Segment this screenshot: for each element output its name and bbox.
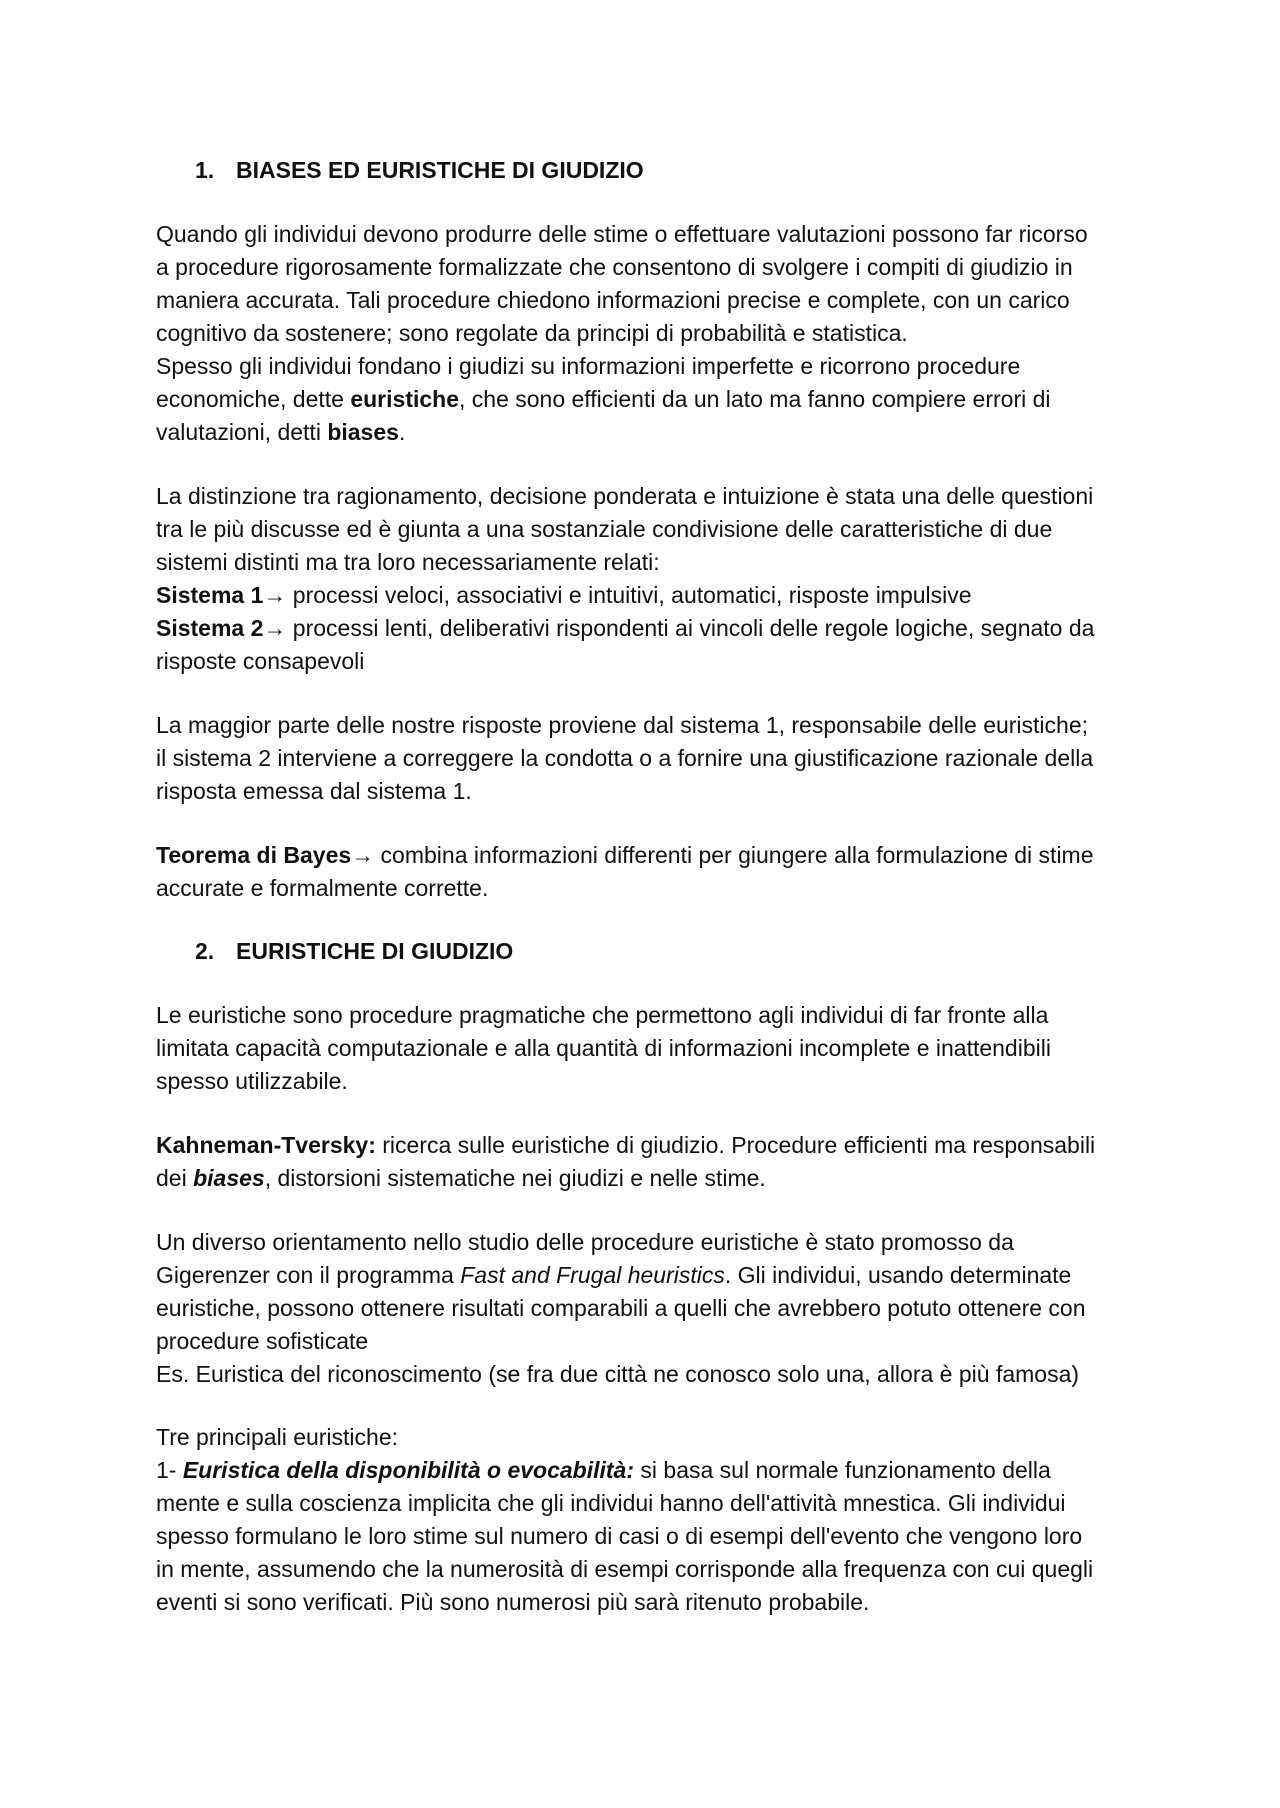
term-euristiche: euristiche — [350, 386, 459, 412]
text-line: spesso utilizzabile. — [156, 1068, 348, 1094]
paragraph-bayes — [156, 839, 1146, 905]
text-line: euristiche, possono ottenere risultati comparabili a quelli che avrebbero potuto ottenere con — [156, 1295, 1086, 1321]
text-line — [156, 1259, 1146, 1292]
text-line: La maggior parte delle nostre risposte proviene dal sistema 1, responsabile delle euristiche; — [156, 712, 1089, 738]
text-run: si basa sul normale funzionamento della — [634, 1457, 1051, 1483]
text-line: sistemi distinti ma tra loro necessariamente relati: — [156, 549, 660, 575]
sistema-1-label: Sistema 1 — [156, 582, 264, 608]
paragraph-sistema-risposte — [156, 709, 1146, 808]
text-line: Tre principali euristiche: — [156, 1424, 399, 1450]
text-line — [156, 1162, 1146, 1195]
sistema-1-line — [156, 579, 1146, 612]
text-line: La distinzione tra ragionamento, decisione ponderata e intuizione è stata una delle questioni — [156, 483, 1094, 509]
sistema-1-text: → processi veloci, associativi e intuitivi, automatici, risposte impulsive — [263, 582, 972, 608]
text-line: Spesso gli individui fondano i giudizi su informazioni imperfette e ricorrono procedure — [156, 353, 1021, 379]
text-line: mente e sulla coscienza implicita che gli individui hanno dell'attività mnestica. Gli individui — [156, 1490, 1066, 1516]
text-line — [156, 1129, 1146, 1162]
text-run: economiche, dette — [156, 386, 351, 412]
term-disponibilita: Euristica della disponibilità o evocabilità: — [182, 1457, 635, 1483]
text-run: . Gli individui, usando determinate — [724, 1262, 1072, 1288]
section-1-number: 1. — [195, 157, 215, 183]
section-2-heading — [195, 935, 513, 968]
paragraph-tre-euristiche — [156, 1421, 1146, 1619]
term-fast-frugal: Fast and Frugal heuristics — [460, 1262, 725, 1288]
section-1-heading — [195, 154, 644, 187]
text-line: a procedure rigorosamente formalizzate che consentono di svolgere i compiti di giudizio in — [156, 254, 1073, 280]
list-prefix: 1- — [156, 1457, 183, 1483]
text-line: tra le più discusse ed è giunta a una sostanziale condivisione delle caratteristiche di due — [156, 516, 1053, 542]
paragraph-sistemi — [156, 480, 1146, 678]
text-line: risposte consapevoli — [156, 648, 365, 674]
text-line: procedure sofisticate — [156, 1328, 369, 1354]
text-line: spesso formulano le loro stime sul numero di casi o di esempi dell'evento che vengono loro — [156, 1523, 1083, 1549]
text-line: maniera accurata. Tali procedure chiedono informazioni precise e complete, con un carico — [156, 287, 1070, 313]
bayes-text: → combina informazioni differenti per giungere alla formulazione di stime — [351, 842, 1094, 868]
sistema-2-label: Sistema 2 — [156, 615, 264, 641]
sistema-2-line — [156, 612, 1146, 645]
text-line: limitata capacità computazionale e alla quantità di informazioni incomplete e inattendibili — [156, 1035, 1051, 1061]
text-line: accurate e formalmente corrette. — [156, 875, 489, 901]
paragraph-euristiche-def — [156, 999, 1146, 1098]
term-biases-italic: biases — [193, 1165, 265, 1191]
text-line — [156, 839, 1146, 872]
text-line: cognitivo da sostenere; sono regolate da principi di probabilità e statistica. — [156, 320, 908, 346]
list-item — [156, 1454, 1146, 1487]
section-2-title: EURISTICHE DI GIUDIZIO — [236, 938, 514, 964]
text-line: risposta emessa dal sistema 1. — [156, 778, 472, 804]
section-1-title: BIASES ED EURISTICHE DI GIUDIZIO — [236, 157, 644, 183]
text-line — [156, 383, 1146, 416]
text-run: Gigerenzer con il programma — [156, 1262, 461, 1288]
text-run: ricerca sulle euristiche di giudizio. Procedure efficienti ma responsabili — [375, 1132, 1096, 1158]
term-biases: biases — [327, 419, 399, 445]
paragraph-gigerenzer — [156, 1226, 1146, 1391]
text-line: Le euristiche sono procedure pragmatiche che permettono agli individui di far fronte alla — [156, 1002, 1049, 1028]
text-line: il sistema 2 interviene a correggere la condotta o a fornire una giustificazione razionale della — [156, 745, 1094, 771]
section-2-number: 2. — [195, 938, 215, 964]
paragraph-kahneman-tversky — [156, 1129, 1146, 1195]
text-line — [156, 416, 1146, 449]
kahneman-tversky-label: Kahneman-Tversky: — [156, 1132, 376, 1158]
text-run: , distorsioni sistematiche nei giudizi e nelle stime. — [264, 1165, 766, 1191]
text-line: Quando gli individui devono produrre delle stime o effettuare valutazioni possono far ricorso — [156, 221, 1088, 247]
text-line: eventi si sono verificati. Più sono numerosi più sarà ritenuto probabile. — [156, 1589, 870, 1615]
text-run: dei — [156, 1165, 194, 1191]
bayes-label: Teorema di Bayes — [156, 842, 352, 868]
text-run: . — [398, 419, 406, 445]
text-run: , che sono efficienti da un lato ma fanno compiere errori di — [459, 386, 1051, 412]
text-line: Un diverso orientamento nello studio delle procedure euristiche è stato promosso da — [156, 1229, 1014, 1255]
sistema-2-text: → processi lenti, deliberativi rispondenti ai vincoli delle regole logiche, segnato da — [263, 615, 1095, 641]
paragraph-intro — [156, 218, 1146, 449]
text-line: in mente, assumendo che la numerosità di esempi corrisponde alla frequenza con cui quegli — [156, 1556, 1094, 1582]
text-line: Es. Euristica del riconoscimento (se fra due città ne conosco solo una, allora è più famosa) — [156, 1361, 1080, 1387]
text-run: valutazioni, detti — [156, 419, 328, 445]
